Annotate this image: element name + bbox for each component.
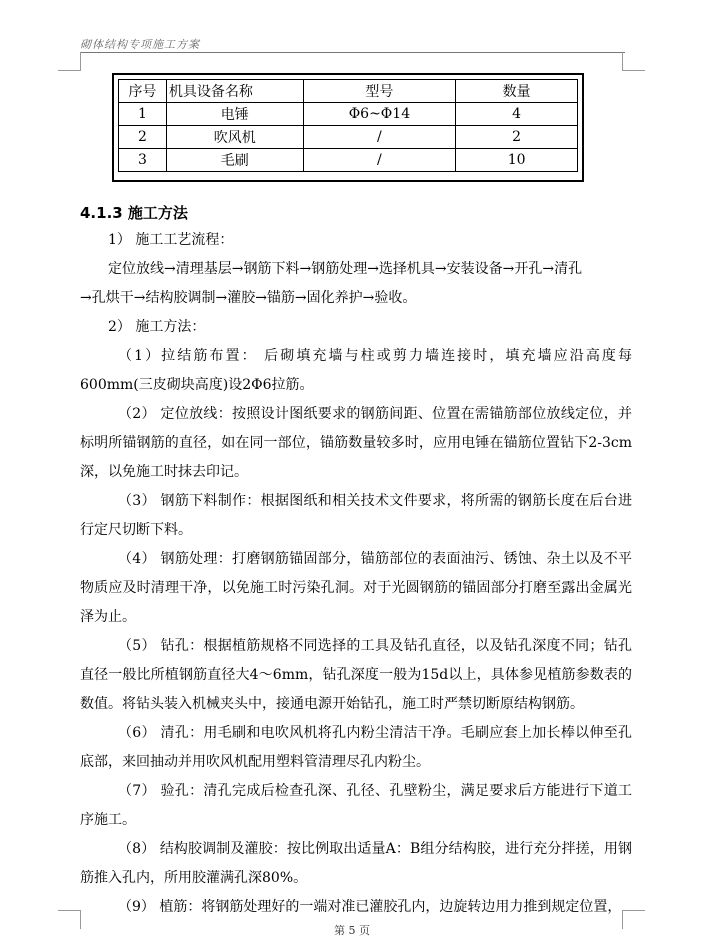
process-flow-line: 定位放线→清理基层→钢筋下料→钢筋处理→选择机具→安装设备→开孔→清孔	[108, 261, 583, 277]
item-label-process: 1） 施工工艺流程：	[108, 232, 234, 248]
corner-mark-top-left	[58, 52, 81, 71]
document-header: 砌体结构专项施工方案	[80, 38, 200, 51]
method-paragraph: （3） 钢筋下料制作：根据图纸和相关技术文件要求，将所需的钢筋长度在后台进行定尺切断下料。	[80, 493, 632, 538]
table-row	[119, 126, 578, 149]
document-body	[80, 200, 632, 922]
method-paragraph: （7） 验孔：清孔完成后检查孔深、孔径、孔壁粉尘，满足要求后方能进行下道工序施工。	[80, 783, 632, 828]
table-row	[119, 149, 578, 172]
method-paragraph: （6） 清孔：用毛刷和电吹风机将孔内粉尘清洁干净。毛刷应套上加长棒以伸至孔底部，来回抽动并用吹风机配用塑料管清理尽孔内粉尘。	[80, 725, 632, 770]
col-header-qty: 数量	[456, 80, 578, 103]
item-label-method: 2） 施工方法：	[108, 319, 206, 335]
cell-qty: 10	[456, 149, 578, 172]
cell-name: 电锤	[166, 103, 303, 126]
table-row	[119, 103, 578, 126]
equipment-table	[118, 79, 578, 172]
process-flow-line: →孔烘干→结构胶调制→灌胶→锚筋→固化养护→验收。	[80, 290, 417, 306]
method-paragraph: （9） 植筋：将钢筋处理好的一端对准已灌胶孔内，边旋转边用力推到规定位置，	[118, 899, 622, 915]
table-header-row	[119, 80, 578, 103]
cell-name: 吹风机	[166, 126, 303, 149]
cell-model: Φ6~Φ14	[303, 103, 456, 126]
col-header-no: 序号	[119, 80, 167, 103]
cell-no: 2	[119, 126, 167, 149]
equipment-table-frame	[112, 73, 584, 182]
header-divider	[80, 52, 625, 53]
cell-no: 1	[119, 103, 167, 126]
cell-qty: 4	[456, 103, 578, 126]
cell-model: /	[303, 126, 456, 149]
col-header-model: 型号	[303, 80, 456, 103]
col-header-name: 机具设备名称	[166, 80, 303, 103]
cell-no: 3	[119, 149, 167, 172]
section-heading: 4.1.3 施工方法	[80, 204, 188, 222]
method-paragraph: （2） 定位放线：按照设计图纸要求的钢筋间距、位置在需锚筋部位放线定位，并标明所锚钢筋的直径，如在同一部位，锚筋数量较多时，应用电锤在锚筋位置钻下2-3cm深，以免施工时抹去印记。	[80, 406, 632, 480]
cell-model: /	[303, 149, 456, 172]
page-number: 第 5 页	[334, 924, 370, 937]
method-paragraph: （5） 钻孔：根据植筋规格不同选择的工具及钻孔直径，以及钻孔深度不同；钻孔直径一般比所植钢筋直径大4～6mm，钻孔深度一般为15d以上，具体参见植筋参数表的数值。将钻头装入机械夹头中，接通电源开始钻孔，施工时严禁切断原结构钢筋。	[80, 638, 632, 712]
method-paragraph: （4） 钢筋处理：打磨钢筋锚固部分，锚筋部位的表面油污、锈蚀、杂土以及不平物质应及时清理干净，以免施工时污染孔洞。对于光圆钢筋的锚固部分打磨至露出金属光泽为止。	[80, 551, 632, 625]
corner-mark-top-right	[622, 52, 645, 71]
cell-name: 毛刷	[166, 149, 303, 172]
method-paragraph: （8） 结构胶调制及灌胶：按比例取出适量A：B组分结构胶，进行充分拌搓，用钢筋推入孔内，所用胶灌满孔深80%。	[80, 841, 632, 886]
method-paragraph: （1）拉结筋布置： 后砌填充墙与柱或剪力墙连接时，填充墙应沿高度每600mm(三皮砌块高度)设2Φ6拉筋。	[80, 348, 632, 393]
cell-qty: 2	[456, 126, 578, 149]
